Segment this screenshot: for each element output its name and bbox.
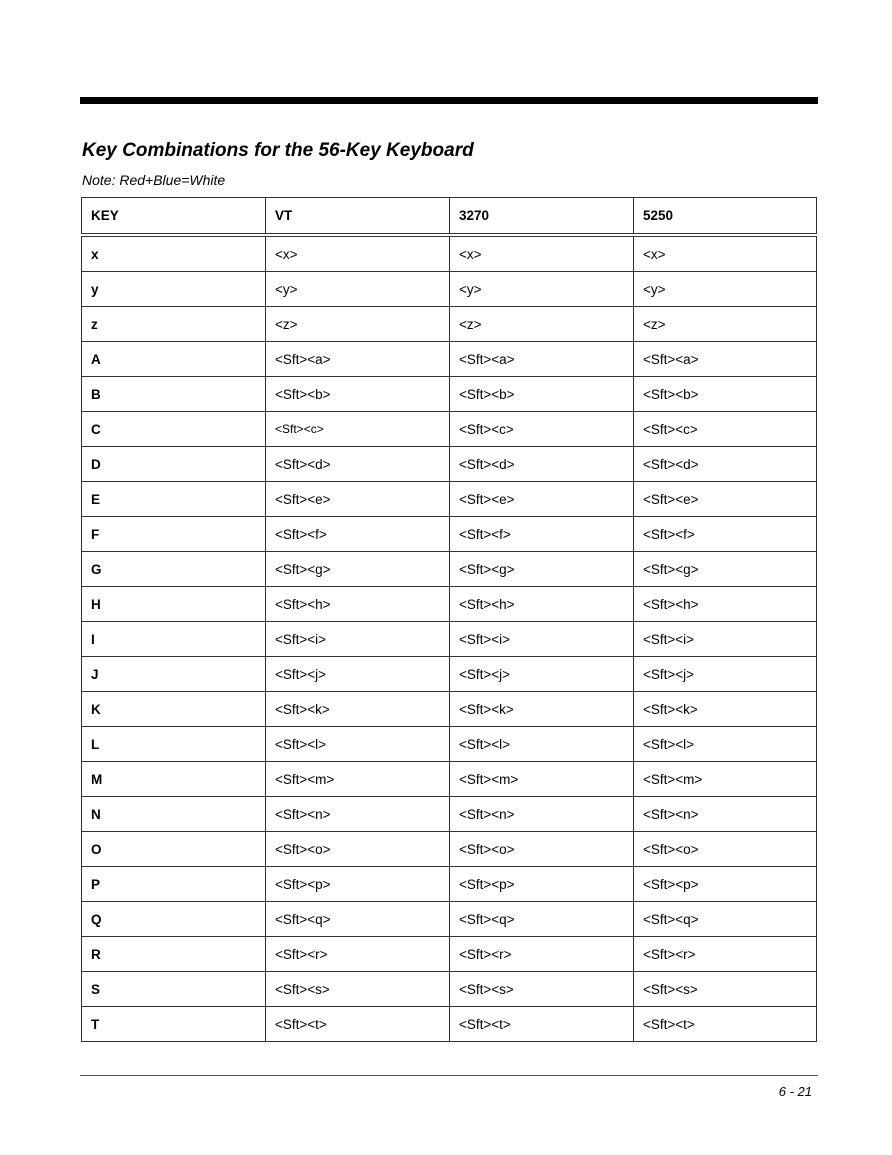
cell-vt: <Sft><j> (266, 657, 450, 692)
cell-key: D (82, 447, 266, 482)
cell-3270: <Sft><m> (450, 762, 634, 797)
cell-3270: <Sft><p> (450, 867, 634, 902)
cell-vt: <Sft><a> (266, 342, 450, 377)
cell-5250: <Sft><o> (634, 832, 817, 867)
cell-5250: <Sft><n> (634, 797, 817, 832)
table-row (82, 342, 817, 377)
cell-vt: <Sft><t> (266, 1007, 450, 1042)
cell-5250: <Sft><r> (634, 937, 817, 972)
cell-key: M (82, 762, 266, 797)
cell-key: z (82, 307, 266, 342)
cell-key: P (82, 867, 266, 902)
table-row (82, 727, 817, 762)
table-row (82, 937, 817, 972)
cell-vt: <Sft><i> (266, 622, 450, 657)
table-row (82, 235, 817, 272)
cell-5250: <Sft><p> (634, 867, 817, 902)
table-row (82, 272, 817, 307)
cell-key: E (82, 482, 266, 517)
table-row (82, 517, 817, 552)
cell-vt: <Sft><m> (266, 762, 450, 797)
cell-5250: <Sft><t> (634, 1007, 817, 1042)
cell-5250: <Sft><m> (634, 762, 817, 797)
cell-5250: <x> (634, 235, 817, 272)
cell-key: J (82, 657, 266, 692)
table-row (82, 972, 817, 1007)
cell-key: F (82, 517, 266, 552)
cell-vt: <Sft><q> (266, 902, 450, 937)
column-header-key: KEY (82, 198, 266, 236)
table-row (82, 377, 817, 412)
cell-vt: <Sft><g> (266, 552, 450, 587)
cell-5250: <Sft><q> (634, 902, 817, 937)
cell-3270: <Sft><t> (450, 1007, 634, 1042)
table-body (82, 235, 817, 1042)
cell-3270: <y> (450, 272, 634, 307)
table-row (82, 552, 817, 587)
cell-5250: <Sft><i> (634, 622, 817, 657)
cell-key: Q (82, 902, 266, 937)
cell-5250: <Sft><b> (634, 377, 817, 412)
cell-3270: <Sft><s> (450, 972, 634, 1007)
cell-key: L (82, 727, 266, 762)
cell-key: K (82, 692, 266, 727)
cell-3270: <Sft><r> (450, 937, 634, 972)
cell-5250: <Sft><g> (634, 552, 817, 587)
footer-rule (80, 1075, 818, 1076)
cell-3270: <Sft><k> (450, 692, 634, 727)
column-header-vt: VT (266, 198, 450, 236)
header-rule (80, 97, 818, 104)
cell-5250: <Sft><s> (634, 972, 817, 1007)
key-combinations-table (81, 197, 817, 1042)
table-row (82, 587, 817, 622)
cell-3270: <z> (450, 307, 634, 342)
cell-vt: <Sft><d> (266, 447, 450, 482)
cell-vt: <Sft><c> (266, 412, 450, 447)
cell-3270: <Sft><d> (450, 447, 634, 482)
cell-5250: <Sft><k> (634, 692, 817, 727)
table-row (82, 902, 817, 937)
cell-5250: <Sft><j> (634, 657, 817, 692)
cell-5250: <Sft><l> (634, 727, 817, 762)
cell-3270: <Sft><b> (450, 377, 634, 412)
cell-key: I (82, 622, 266, 657)
cell-5250: <Sft><d> (634, 447, 817, 482)
cell-vt: <Sft><l> (266, 727, 450, 762)
table-row (82, 482, 817, 517)
cell-vt: <Sft><b> (266, 377, 450, 412)
table-row (82, 447, 817, 482)
table-row (82, 412, 817, 447)
cell-5250: <Sft><a> (634, 342, 817, 377)
table-row (82, 1007, 817, 1042)
column-header-3270: 3270 (450, 198, 634, 236)
cell-key: B (82, 377, 266, 412)
cell-5250: <Sft><c> (634, 412, 817, 447)
page-number: 6 - 21 (778, 1084, 812, 1099)
cell-3270: <Sft><e> (450, 482, 634, 517)
table-header-row (82, 198, 817, 236)
cell-3270: <Sft><n> (450, 797, 634, 832)
cell-3270: <Sft><a> (450, 342, 634, 377)
cell-key: A (82, 342, 266, 377)
cell-key: H (82, 587, 266, 622)
cell-key: G (82, 552, 266, 587)
table-row (82, 762, 817, 797)
cell-3270: <Sft><j> (450, 657, 634, 692)
cell-key: N (82, 797, 266, 832)
cell-vt: <Sft><r> (266, 937, 450, 972)
table-row (82, 797, 817, 832)
cell-key: x (82, 235, 266, 272)
cell-vt: <y> (266, 272, 450, 307)
cell-3270: <x> (450, 235, 634, 272)
table-row (82, 307, 817, 342)
cell-vt: <Sft><s> (266, 972, 450, 1007)
cell-key: R (82, 937, 266, 972)
cell-key: C (82, 412, 266, 447)
cell-5250: <y> (634, 272, 817, 307)
cell-key: y (82, 272, 266, 307)
cell-vt: <Sft><h> (266, 587, 450, 622)
note-text: Note: Red+Blue=White (82, 172, 226, 188)
cell-3270: <Sft><h> (450, 587, 634, 622)
cell-vt: <Sft><e> (266, 482, 450, 517)
cell-3270: <Sft><l> (450, 727, 634, 762)
cell-3270: <Sft><c> (450, 412, 634, 447)
table-row (82, 657, 817, 692)
table-row (82, 692, 817, 727)
cell-3270: <Sft><q> (450, 902, 634, 937)
cell-5250: <Sft><e> (634, 482, 817, 517)
table-row (82, 622, 817, 657)
table-row (82, 867, 817, 902)
cell-5250: <Sft><f> (634, 517, 817, 552)
cell-5250: <Sft><h> (634, 587, 817, 622)
cell-3270: <Sft><i> (450, 622, 634, 657)
cell-key: O (82, 832, 266, 867)
cell-key: T (82, 1007, 266, 1042)
column-header-5250: 5250 (634, 198, 817, 236)
cell-vt: <x> (266, 235, 450, 272)
cell-vt: <z> (266, 307, 450, 342)
cell-vt: <Sft><f> (266, 517, 450, 552)
cell-5250: <z> (634, 307, 817, 342)
cell-3270: <Sft><f> (450, 517, 634, 552)
section-title: Key Combinations for the 56-Key Keyboard (82, 140, 474, 161)
cell-vt: <Sft><p> (266, 867, 450, 902)
cell-key: S (82, 972, 266, 1007)
cell-vt: <Sft><o> (266, 832, 450, 867)
cell-3270: <Sft><g> (450, 552, 634, 587)
cell-vt: <Sft><n> (266, 797, 450, 832)
cell-3270: <Sft><o> (450, 832, 634, 867)
table-row (82, 832, 817, 867)
cell-vt: <Sft><k> (266, 692, 450, 727)
